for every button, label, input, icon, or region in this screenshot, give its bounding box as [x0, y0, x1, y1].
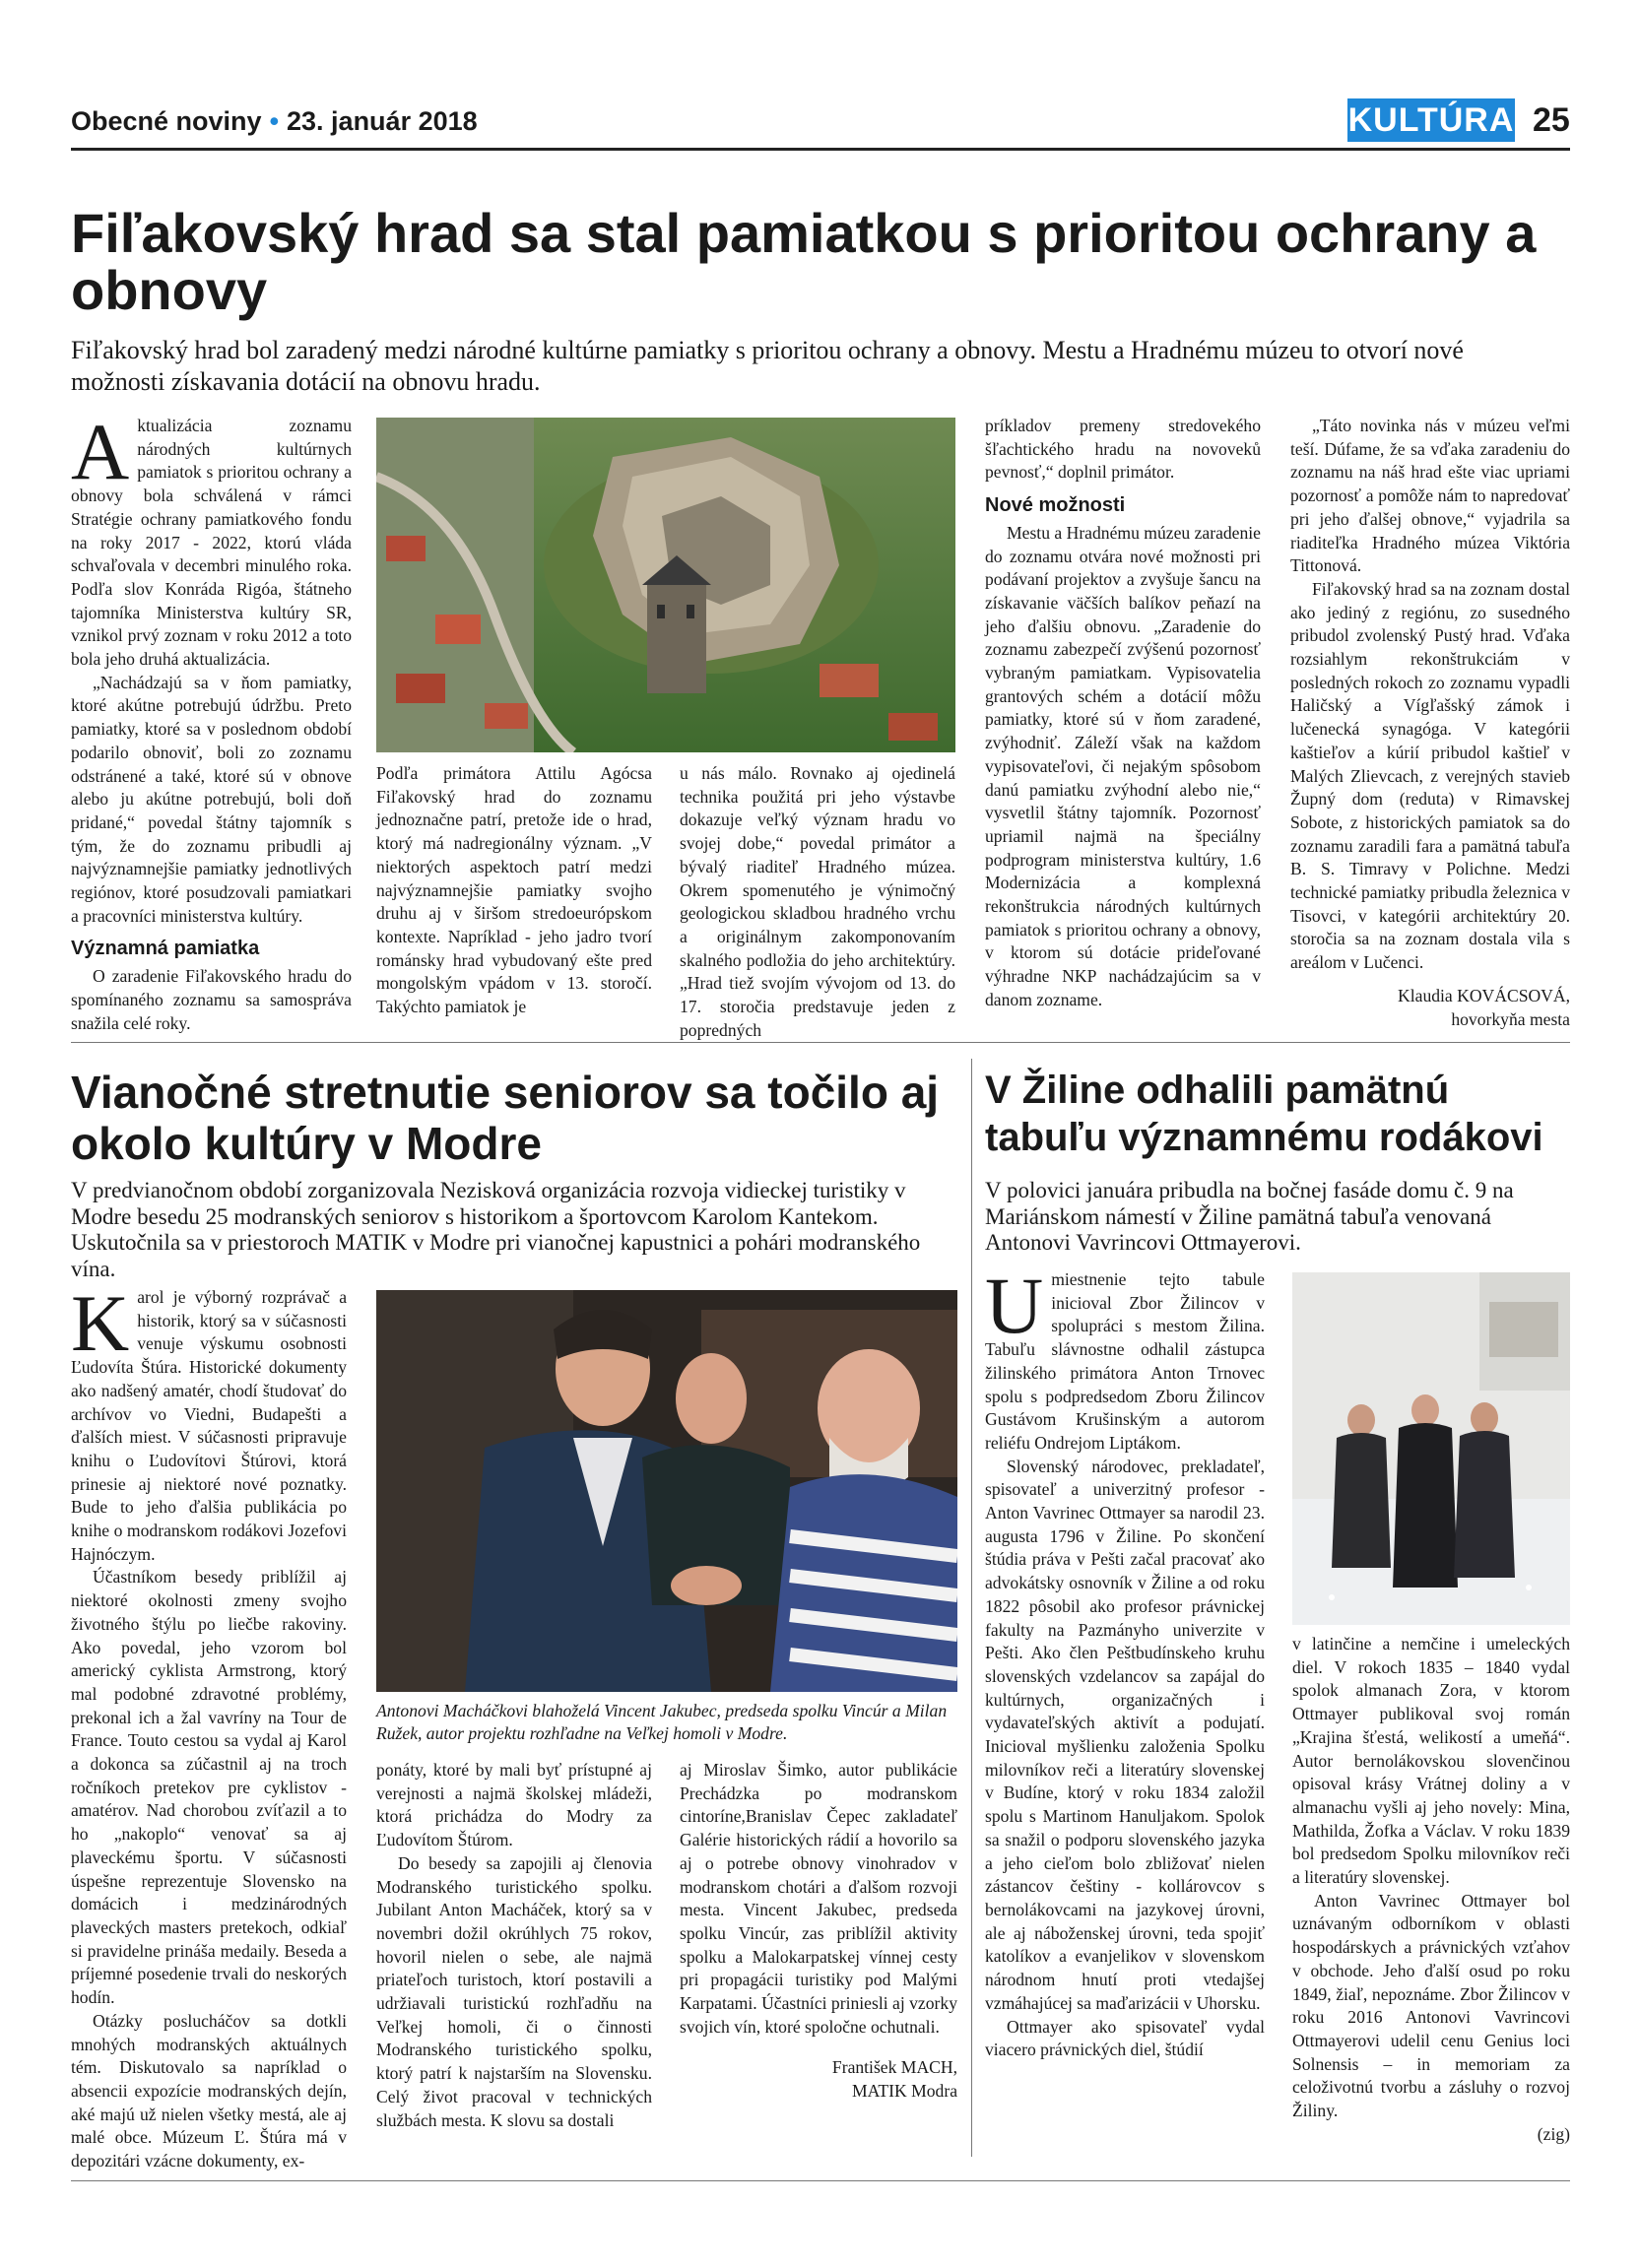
masthead: [71, 106, 478, 137]
seniors-meeting-photo: [376, 1290, 957, 1692]
column-divider: [971, 1059, 972, 2157]
author-role: hovorkyňa mesta: [1451, 1008, 1570, 1029]
header-rule: [71, 148, 1570, 151]
article3-lead: V polovici januára pribudla na bočnej fasáde domu č. 9 na Mariánskom námestí v Žiline pamätná tabuľa venovaná Antonovi Vavrincovi Ottmayerovi.: [985, 1178, 1514, 1255]
article1-col5: „Táto novinka nás v múzeu veľmi teší. Dúfame, že sa vďaka zaradeniu do zoznamu na náš hrad ešte viac upriami pozornosť a pomôže nám to napredovať pri jeho ďalšej obnove,“ vyjadrila sa riaditeľka Hradného múzea Viktória Tittonová. Fiľakovský hrad sa na zoznam dostal ako jediný z regiónu, zo susedného pribudol zvolenský Pustý hrad. Vďaka rozsiahlym rekonštrukciám v posledných rokoch zo zoznamu vypadli Haličský a Vígľašský zámok i lučenecká synagóga. V kategórii kaštieľov a kúrií pribudol kaštieľ v Malých Zlievcach, z verejných stavieb Župný dom (reduta) v Rimavskej Sobote, z historických pamiatok sa do zoznamu zaradili fara a pamätná tabuľa B. S. Timravy v Polichne. Medzi technické pamiatky pribudla železnica v Tisovci, v kategórii architektúry 20. storočia sa na zoznam dostala vila s areálom v Lučenci. Klaudia KOVÁCSOVÁ, hovorkyňa mesta: [1290, 415, 1570, 1031]
article3-title: V Žiline odhalili pamätnú tabuľu významnému rodákovi: [985, 1069, 1543, 1159]
article2-col2: ponáty, ktoré by mali byť prístupné aj verejnosti a najmä školskej mládeži, ktorá prichádza do Modry za Ľudovítom Štúrom. Do besedy sa zapojili aj členovia Modranského turistického spolku. Jubilant Anton Macháček, ktorý sa v novembri dožil okrúhlych 75 rokov, hovoril nielen o sebe, ale najmä priateľoch turistoch, ktorí postavili a udržiavali turistickú rozhľadňu na Veľkej homoli, či o činnosti Modranského turistického spolku, ktorý patrí k najstarším na Slovensku. Celý život pracoval v technických službách mesta. K slovu sa dostali: [376, 1760, 652, 2130]
author-name: František MACH,: [831, 2057, 957, 2078]
castle-aerial-photo: [376, 418, 955, 752]
drop-cap: U: [985, 1261, 1044, 1350]
article3-col1: Umiestnenie tejto tabule inicioval Zbor Žilincov v spolupráci s mestom Žilina. Tabuľu slávnostne odhalil zástupca žilinského primátora Anton Trnovec spolu s podpredsedom Zboru Žilincov Gustávom Krušinským a autorom reliéfu Ondrejom Liptákom. Slovenský národovec, prekladateľ, spisovateľ a univerzitný profesor - Anton Vavrinec Ottmayer sa narodil 23. augusta 1796 v Žiline. Po skončení štúdia práva v Pešti začal pracovať ako advokátsky osnovník v Žiline a od roku 1822 pôsobil ako profesor právnickej fakulty na Pazmányho univerzite v Pešti. Ako člen Peštbudínskeho kruhu slovenských vzdelancov sa zapájal do kultúrnych, organizačných i vydavateľských aktivít a podujatí. Inicioval myšlienku založenia Spolku milovníkov reči a literatúry slovenskej v Budíne, ktorý v roku 1834 založil spolu s Martinom Hanuljakom. Spolok sa snažil o podporu slovenského jazyka a jeho cieľom bolo zbližovať nielen zástancov češtiny - kollárovcov s bernolákovcami na jazykovej úrovni, ale aj náboženskej úrovni, teda spojiť katolíkov a evanjelikov v slovenskom národnom hnutí proti vtedajšej vzmáhajúcej sa maďarizácii v Uhorsku. Ottmayer ako spisovateľ vydal viacero právnických diel, štúdií: [985, 1261, 1265, 2060]
paper-name: Obecné noviny: [71, 106, 262, 136]
article2-title: Vianočné stretnutie seniorov sa točilo aj okolo kultúry v Modre: [71, 1067, 940, 1169]
article2-col1: Karol je výborný rozprávač a historik, ktorý sa v súčasnosti venuje výskumu osobnosti Ľudovíta Štúra. Historické dokumenty ako nadšený amatér, chodí študovať do archívov vo Viedni, Budapešti a ďalších miest. V súčasnosti pripravuje knihu o Ľudovítovi Štúrovi, ktorá prinesie aj niektoré nové poznatky. Bude to jeho ďalšia publikácia po knihe o modranskom rodákovi Jozefovi Hajnóczym. Účastníkom besedy priblížil aj niektoré okolnosti zmeny svojho životného štýlu po liečbe rakoviny. Ako povedal, jeho vzorom bol americký cyklista Armstrong, ktorý mal podobné zdravotné problémy, prekonal ich a žal vavríny na Tour de France. Touto cestou sa vydal aj Karol a dokonca sa zúčastnil aj na troch ročníkoch pretekov pre cyklistov - amatérov. Nad chorobou zvíťazil a to ho „nakoplo“ venovať sa aj plaveckému športu. V súčasnosti úspešne reprezentuje Slovensko na domácich i medzinárodných plaveckých masters pretekoch, odkiaľ si pravidelne prináša medaily. Beseda a príjemné posedenie trvali do neskorých hodín. Otázky poslucháčov sa dotkli mnohých modranských aktuálnych tém. Diskutovalo sa napríklad o absencii expozície modranských dejín, aké majú už nielen všetky mestá, ale aj malé obce. Múzeum Ľ. Štúra má v depozitári vzácne dokumenty, ex-: [71, 1278, 347, 2171]
subheading: Významná pamiatka: [71, 938, 260, 960]
photo-caption: Antonovi Macháčkovi blahoželá Vincent Jakubec, predseda spolku Vincúr a Milan Ružek, autor projektu rozhľadne na Veľkej homoli v Modre.: [376, 1701, 948, 1743]
subheading: Nové možnosti: [985, 494, 1126, 517]
section-label: KULTÚRA: [1347, 98, 1515, 142]
plaque-unveiling-photo: [1292, 1272, 1570, 1625]
issue-date: 23. január 2018: [287, 106, 478, 136]
article1-lead: Fiľakovský hrad bol zaradený medzi národné kultúrne pamiatky s prioritou ochrany a obnovy. Mestu a Hradnému múzeu to otvorí nové možnosti získavania dotácií na obnovu hradu.: [71, 336, 1464, 396]
article2-col3: aj Miroslav Šimko, autor publikácie Prechádzka po modranskom cintoríne,Branislav Čepec zakladateľ Galérie historických rádií a hovorilo sa aj o potrebe obnovy vinohradov v modranskom chotári a ďalšom rozvoji mesta. Vincent Jakubec, predseda spolku Vincúr, zas priblížil aktivity spolku a Malokarpatskej vínnej cesty pri propagácii turistiky pod Malými Karpatami. Účastníci priniesli aj vzorky svojich vín, ktoré spoločne ochutnali. František MACH, MATIK Modra: [680, 1759, 957, 2104]
article-divider: [71, 1042, 1570, 1043]
article1-col3: u nás málo. Rovnako aj ojedinelá technika použitá pri jeho výstavbe dokazuje veľký význam hradu vo svojej dobe,“ povedal primátor a bývalý riaditeľ Hradného múzea. Okrem spomenutého je výnimočný geologickou skladbou hradného vrchu a originálnym zakomponovaním skalného podložia do jeho architektúry. „Hrad tiež svojím vývojom od 13. do 17. storočia predstavuje jeden z popredných: [680, 763, 955, 1040]
footer-rule: [71, 2180, 1570, 2181]
author-name: (zig): [1537, 2123, 1570, 2144]
drop-cap: K: [71, 1278, 130, 1368]
article2-lead: V predvianočnom období zorganizovala Nezisková organizácia rozvoja vidieckej turistiky v Modre besedu 25 modranských seniorov s historikom a športovcom Karolom Kantekom. Uskutočnila sa v priestoroch MATIK v Modre pri vianočnej kapustnici a pohári modranského vína.: [71, 1178, 921, 1281]
article1-col4: príkladov premeny stredovekého šľachtického hradu na novoveků pevnosť,“ doplnil primátor. Nové možnosti Mestu a Hradnému múzeu zaradenie do zoznamu otvára nové možnosti pri podávaní projektov a zvyšuje šancu na získavanie väčších balíkov peňazí na jeho ďalšiu obnovu. „Zaradenie do zoznamu zabezpečí zvýšenú pozornosť vybraným pamiatkam. Vypisovatelia grantových schém a dotácií môžu pamiatky, ktoré sú v ňom zaradené, zvýhodniť. Záleží však na každom vypisovateľovi, či nejakým spôsobom danú pamiatku zvýhodní alebo nie,“ vysvetlil štátny tajomník. Pozornosť upriamil najmä na špeciálny podprogram ministerstva kultúry, 1.6 Modernizácia a komplexná rekonštrukcia národných kultúrnych pamiatok s prioritou ochrany a obnovy, v ktorom sú dotácie prideľované výhradne NKP nachádzajúcim sa v danom zozname.: [985, 416, 1261, 1009]
drop-cap: A: [71, 407, 130, 496]
article1-title: Fiľakovský hrad sa stal pamiatkou s prioritou ochrany a obnovy: [71, 202, 1537, 321]
separator-dot: •: [269, 106, 280, 136]
article1-col1: Aktualizácia zoznamu národných kultúrnych pamiatok s prioritou ochrany a obnovy bola schválená v rámci Stratégie ochrany pamiatkového fondu na roky 2017 - 2022, ktorú vláda schvaľovala v decembri minulého roka. Podľa slov Konráda Rigóa, štátneho tajomníka Ministerstva kultúry SR, vznikol prvý zoznam v roku 2012 a toto bola jeho druhá aktualizácia. „Nachádzajú sa v ňom pamiatky, ktoré akútne potrebujú údržbu. Preto pamiatky, ktoré sa v poslednom období podarilo obnoviť, boli zo zoznamu odstránené a také, ktoré sú v obnove alebo ju akútne potrebujú, boli doň pridané,“ povedal štátny tajomník s tým, že do zoznamu pribudli aj najvýznamnejšie pamiatky jednotlivých regiónov, ktoré posudzovali pamiatkari a pracovníci ministerstva kultúry. Významná pamiatka O zaradenie Fiľakovského hradu do spomínaného zoznamu sa samospráva snažila celé roky.: [71, 407, 352, 1033]
author-role: MATIK Modra: [851, 2081, 957, 2102]
author-name: Klaudia KOVÁCSOVÁ,: [1398, 985, 1570, 1005]
article1-col2: Podľa primátora Attilu Agócsa Fiľakovský hrad do zoznamu jednoznačne patrí, pretože ide o hrad, ktorý má nadregionálny význam. „V niektorých aspektoch patrí medzi najvýznamnejšie pamiatky svojho druhu aj v širšom stredoeurópskom kontexte. Napríklad - jeho jadro tvorí románsky hrad vybudovaný ešte pred mongolským vpádom v 13. storočí. Takýchto pamiatok je: [376, 763, 652, 1017]
page-number: 25: [1533, 101, 1570, 139]
article3-col2: v latinčine a nemčine i umeleckých diel. V rokoch 1835 – 1840 vydal spolok almanach Zora, v ktorom Ottmayer publikoval svoj román „Krajina šťestá, welikostí a umeňá“. Autor bernolákovskou slovenčinou opisoval krásy Vrátnej doliny a v almanachu vyšli aj jeho novely: Mina, Mathilda, Žofka a Václav. V roku 1839 bol predsedom Spolku milovníkov reči a literatúry slovenskej. Anton Vavrinec Ottmayer bol uznávaným odborníkom v oblasti hospodárskych a právnických vzťahov v obchode. Jeho ďalší osud po roku 1849, žiaľ, nepoznáme. Zbor Žilincov v roku 2016 Antonovi Vavrincovi Ottmayerovi udelil cenu Genius loci Solnensis – in memoriam za celoživotnú tvorbu a zásluhy o rozvoj Žiliny. (zig): [1292, 1633, 1570, 2146]
